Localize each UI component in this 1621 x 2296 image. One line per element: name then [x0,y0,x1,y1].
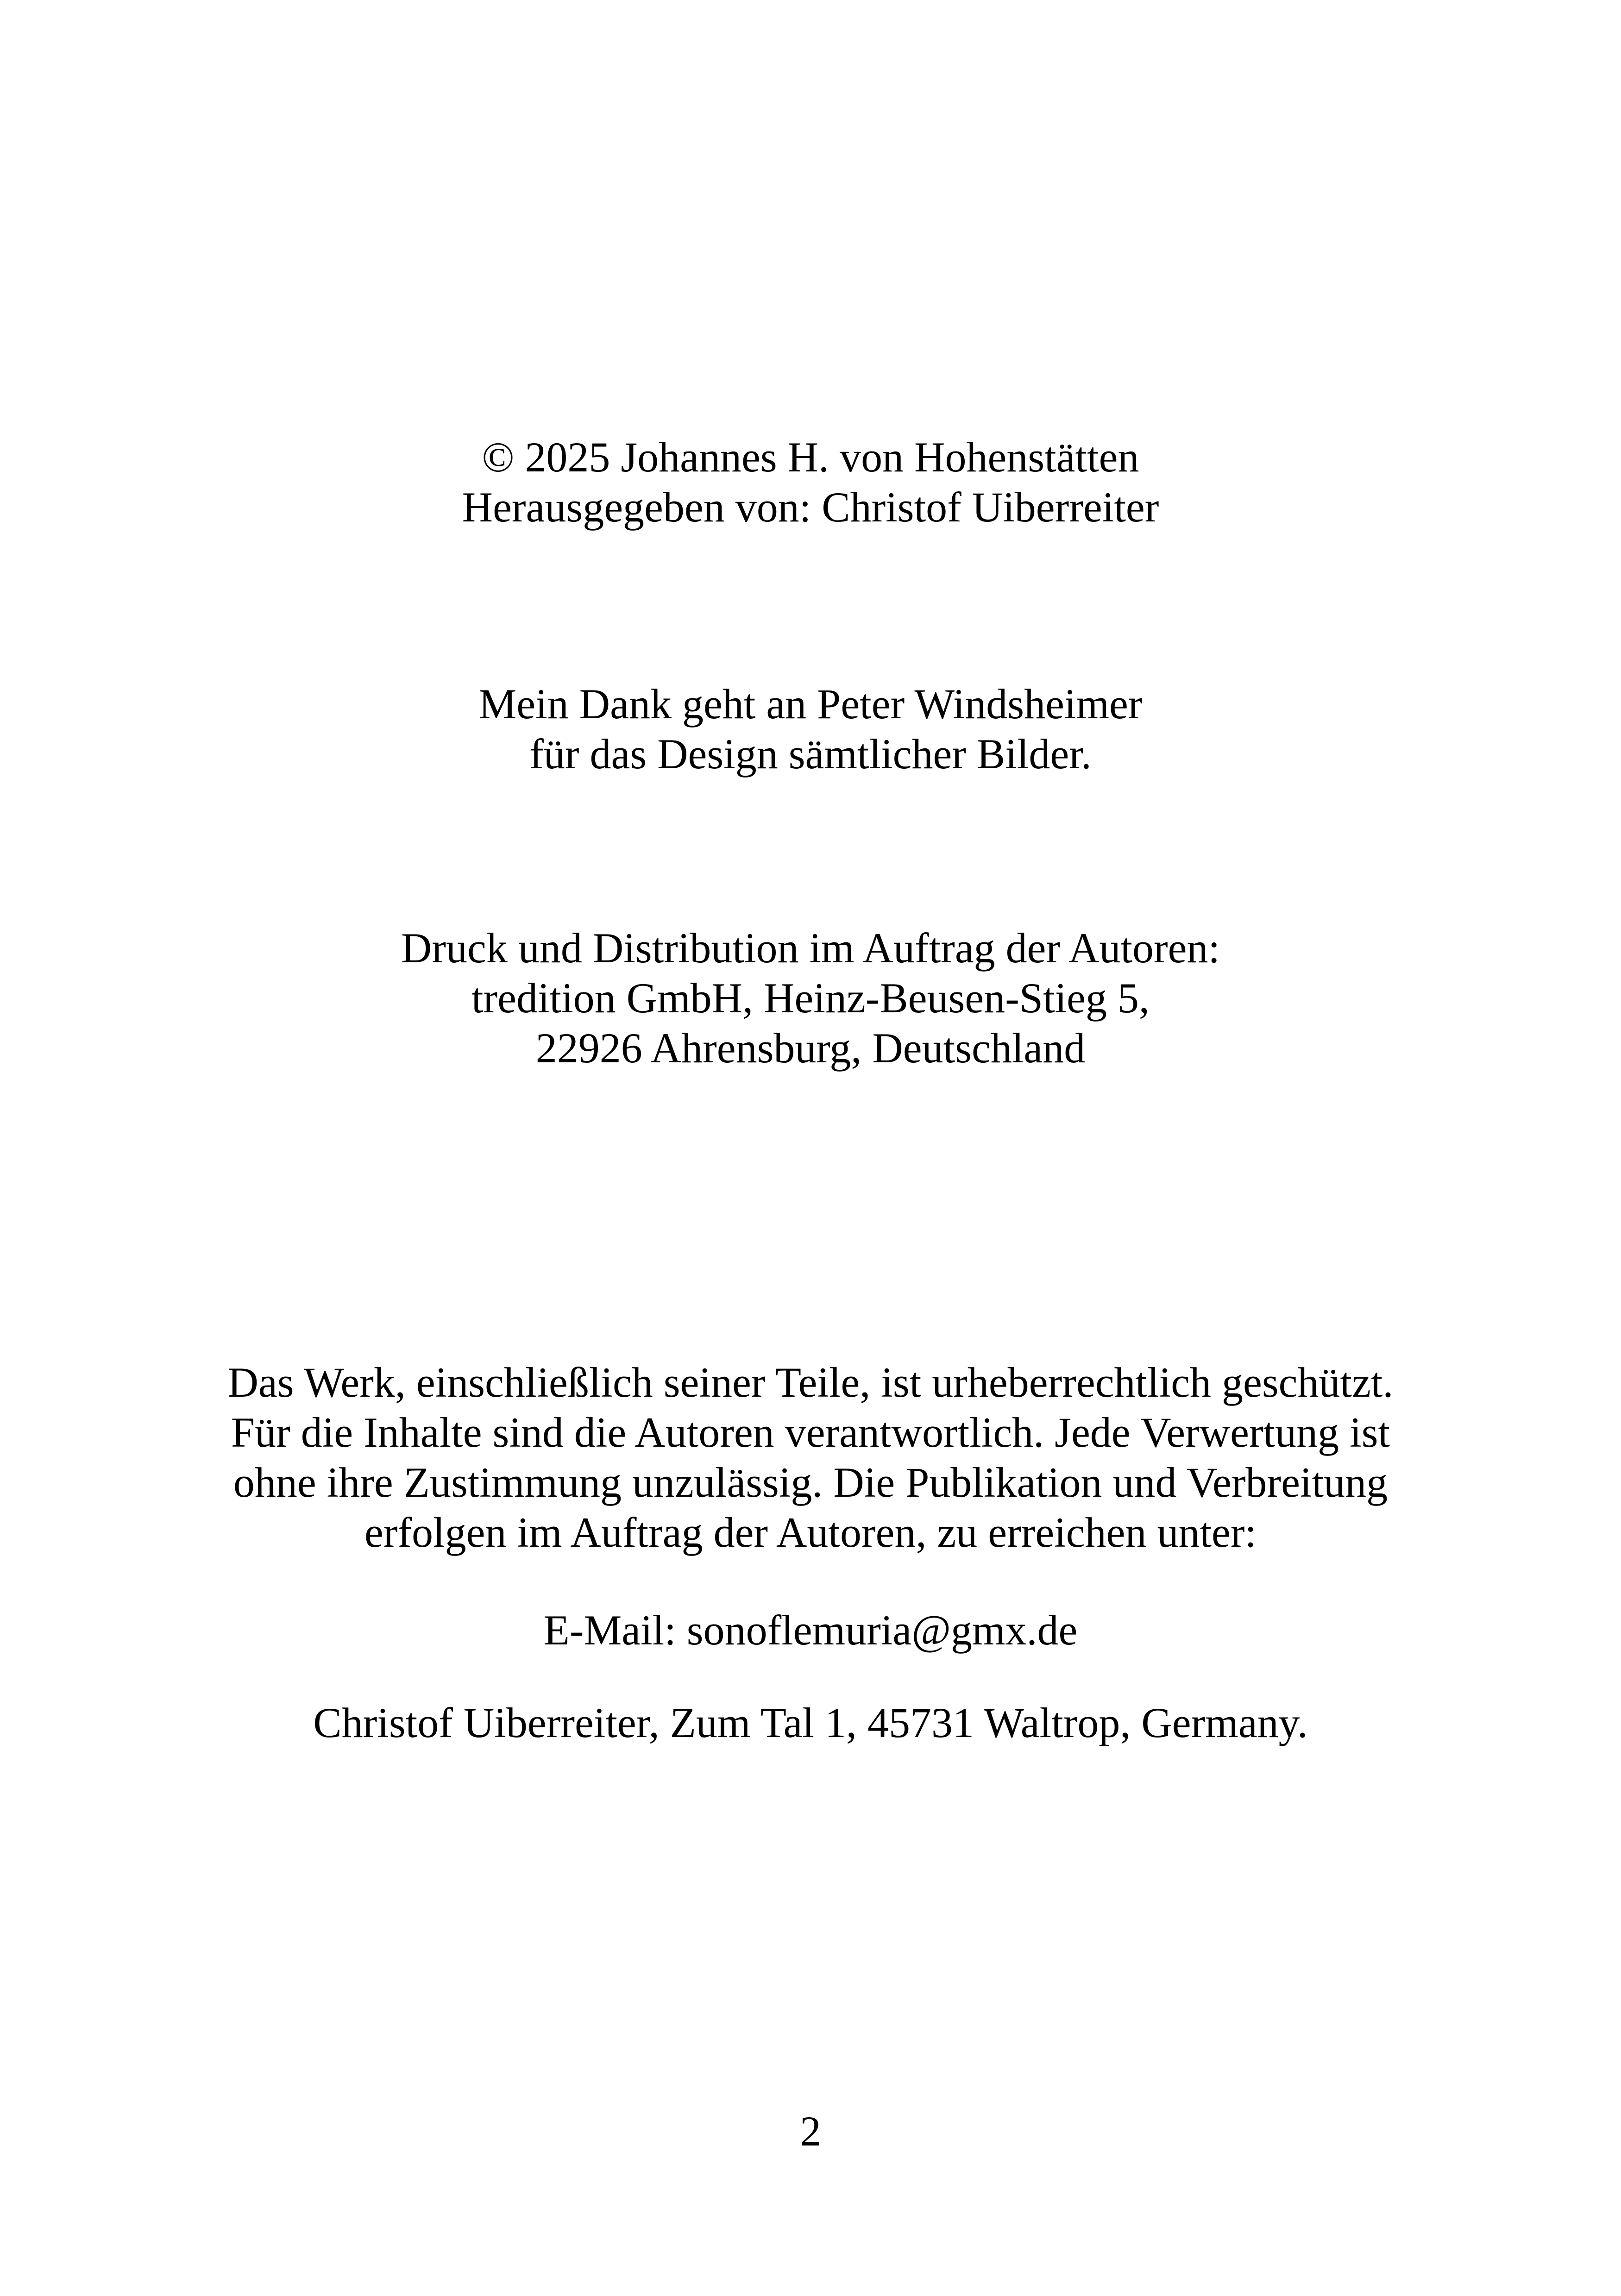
legal-notice-block [0,1357,1621,1557]
acknowledgment-line: für das Design sämtlicher Bilder. [529,730,1092,778]
printing-line: tredition GmbH, Heinz-Beusen-Stieg 5, [471,974,1150,1022]
email-block [0,1605,1621,1655]
email-line: E-Mail: sonoflemuria@gmx.de [543,1606,1078,1654]
publisher-line: Herausgegeben von: Christof Uiberreiter [462,483,1159,531]
printing-distribution-block [0,923,1621,1073]
page-number-text: 2 [800,2108,821,2155]
printing-line: 22926 Ahrensburg, Deutschland [535,1024,1086,1072]
address-line: Christof Uiberreiter, Zum Tal 1, 45731 Waltrop, Germany. [313,1699,1308,1746]
page-number [0,2106,1621,2156]
legal-line: ohne ihre Zustimmung unzulässig. Die Publikation und Verbreitung [233,1459,1388,1506]
copyright-block [0,432,1621,532]
copyright-line: © 2025 Johannes H. von Hohenstätten [482,433,1139,481]
address-block [0,1698,1621,1748]
printing-line: Druck und Distribution im Auftrag der Autoren: [401,924,1220,972]
legal-line: erfolgen im Auftrag der Autoren, zu erreichen unter: [364,1509,1257,1556]
legal-line: Das Werk, einschließlich seiner Teile, ist urheberrechtlich geschützt. [227,1359,1394,1406]
legal-line: Für die Inhalte sind die Autoren verantwortlich. Jede Verwertung ist [231,1409,1390,1456]
acknowledgment-line: Mein Dank geht an Peter Windsheimer [478,680,1143,728]
acknowledgment-block [0,679,1621,779]
